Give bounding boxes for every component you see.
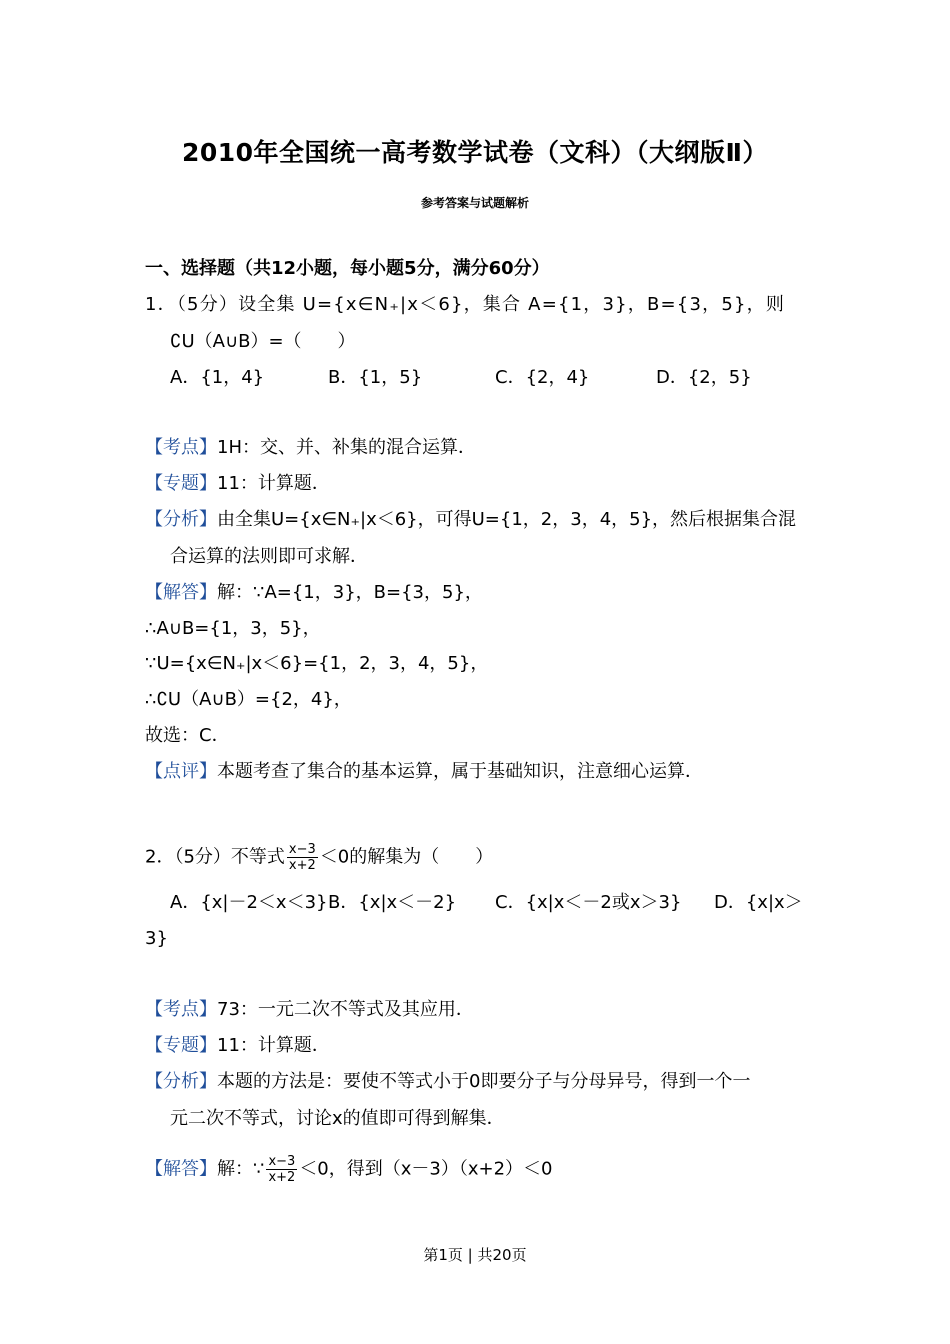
fenxi-tag: 【分析】	[145, 1071, 217, 1092]
jieda-frac-numerator: x−3	[268, 1154, 296, 1169]
q1-option-c: C．{2，4}	[495, 367, 590, 388]
q2-fraction	[287, 842, 318, 873]
q2-fenxi	[145, 1069, 750, 1095]
zhuanti-text: 11：计算题．	[217, 1035, 330, 1056]
fenxi-text: 由全集U={x∈N₊|x＜6}，可得U={1，2，3，4，5}，然后根据集合混	[217, 509, 797, 530]
q2-stem-suffix: ＜0的解集为（ ）	[319, 846, 494, 868]
kaodian-tag: 【考点】	[145, 999, 217, 1020]
q2-stem	[145, 842, 493, 873]
jieda-text: 解：∵A={1，3}，B={3，5}，	[217, 582, 483, 603]
page-footer: 第1页 | 共20页	[423, 1246, 527, 1264]
q1-jieda-line4: ∴∁U（A∪B）={2，4}，	[145, 689, 352, 710]
q1-fenxi-line2: 合运算的法则即可求解．	[170, 546, 368, 567]
q1-jieda-line5: 故选：C．	[145, 725, 230, 746]
q1-fenxi	[145, 507, 796, 533]
q1-jieda-line2: ∴A∪B={1，3，5}，	[145, 618, 321, 639]
q2-jieda	[145, 1154, 553, 1185]
q1-stem-line2: ∁U（A∪B）=（ ）	[170, 331, 356, 352]
q2-option-d: D．{x|x＞	[714, 892, 803, 913]
jieda-suffix: ＜0，得到（x－3）（x+2）＜0	[299, 1158, 553, 1180]
jieda-frac-denominator: x+2	[268, 1170, 296, 1185]
q2-option-d-cont: 3}	[145, 928, 168, 949]
q2-jieda-fraction	[266, 1154, 297, 1185]
q1-option-a: A．{1，4}	[170, 367, 265, 388]
q1-jieda	[145, 580, 483, 606]
q1-option-b: B．{1，5}	[328, 367, 423, 388]
q2-option-c: C．{x|x＜－2或x＞3}	[495, 892, 682, 913]
fenxi-tag: 【分析】	[145, 509, 217, 530]
page-subtitle: 参考答案与试题解析	[420, 196, 529, 210]
zhuanti-tag: 【专题】	[145, 473, 217, 494]
q2-fenxi-line2: 元二次不等式，讨论x的值即可得到解集．	[170, 1108, 505, 1129]
jieda-tag: 【解答】	[145, 1158, 217, 1180]
q1-dianping	[145, 759, 703, 785]
kaodian-text: 1H：交、并、补集的混合运算．	[217, 437, 476, 458]
q2-frac-numerator: x−3	[288, 842, 316, 857]
kaodian-text: 73：一元二次不等式及其应用．	[217, 999, 474, 1020]
q1-jieda-line3: ∵U={x∈N₊|x＜6}={1，2，3，4，5}，	[145, 653, 489, 674]
q1-stem-line1: 1．（5分）设全集 U={x∈N₊|x＜6}，集合 A={1，3}，B={3，5}，则	[145, 294, 786, 315]
fenxi-text: 本题的方法是：要使不等式小于0即要分子与分母异号，得到一个一	[217, 1071, 751, 1092]
zhuanti-text: 11：计算题．	[217, 473, 330, 494]
q2-frac-denominator: x+2	[288, 858, 316, 873]
dianping-tag: 【点评】	[145, 761, 217, 782]
q2-zhuanti	[145, 1033, 330, 1059]
q2-option-a: A．{x|－2＜x＜3}	[170, 892, 328, 913]
q2-stem-prefix: 2．（5分）不等式	[145, 846, 285, 868]
jieda-tag: 【解答】	[145, 582, 217, 603]
q2-kaodian	[145, 997, 474, 1023]
q1-kaodian	[145, 435, 476, 461]
section-heading: 一、选择题（共12小题，每小题5分，满分60分）	[145, 258, 550, 279]
zhuanti-tag: 【专题】	[145, 1035, 217, 1056]
kaodian-tag: 【考点】	[145, 437, 217, 458]
page-title: 2010年全国统一高考数学试卷（文科）（大纲版Ⅱ）	[181, 138, 769, 167]
q1-option-d: D．{2，5}	[656, 367, 752, 388]
dianping-text: 本题考查了集合的基本运算，属于基础知识，注意细心运算．	[217, 761, 703, 782]
q2-option-b: B．{x|x＜－2}	[328, 892, 457, 913]
jieda-prefix: 解：∵	[217, 1158, 265, 1180]
q1-zhuanti	[145, 471, 330, 497]
